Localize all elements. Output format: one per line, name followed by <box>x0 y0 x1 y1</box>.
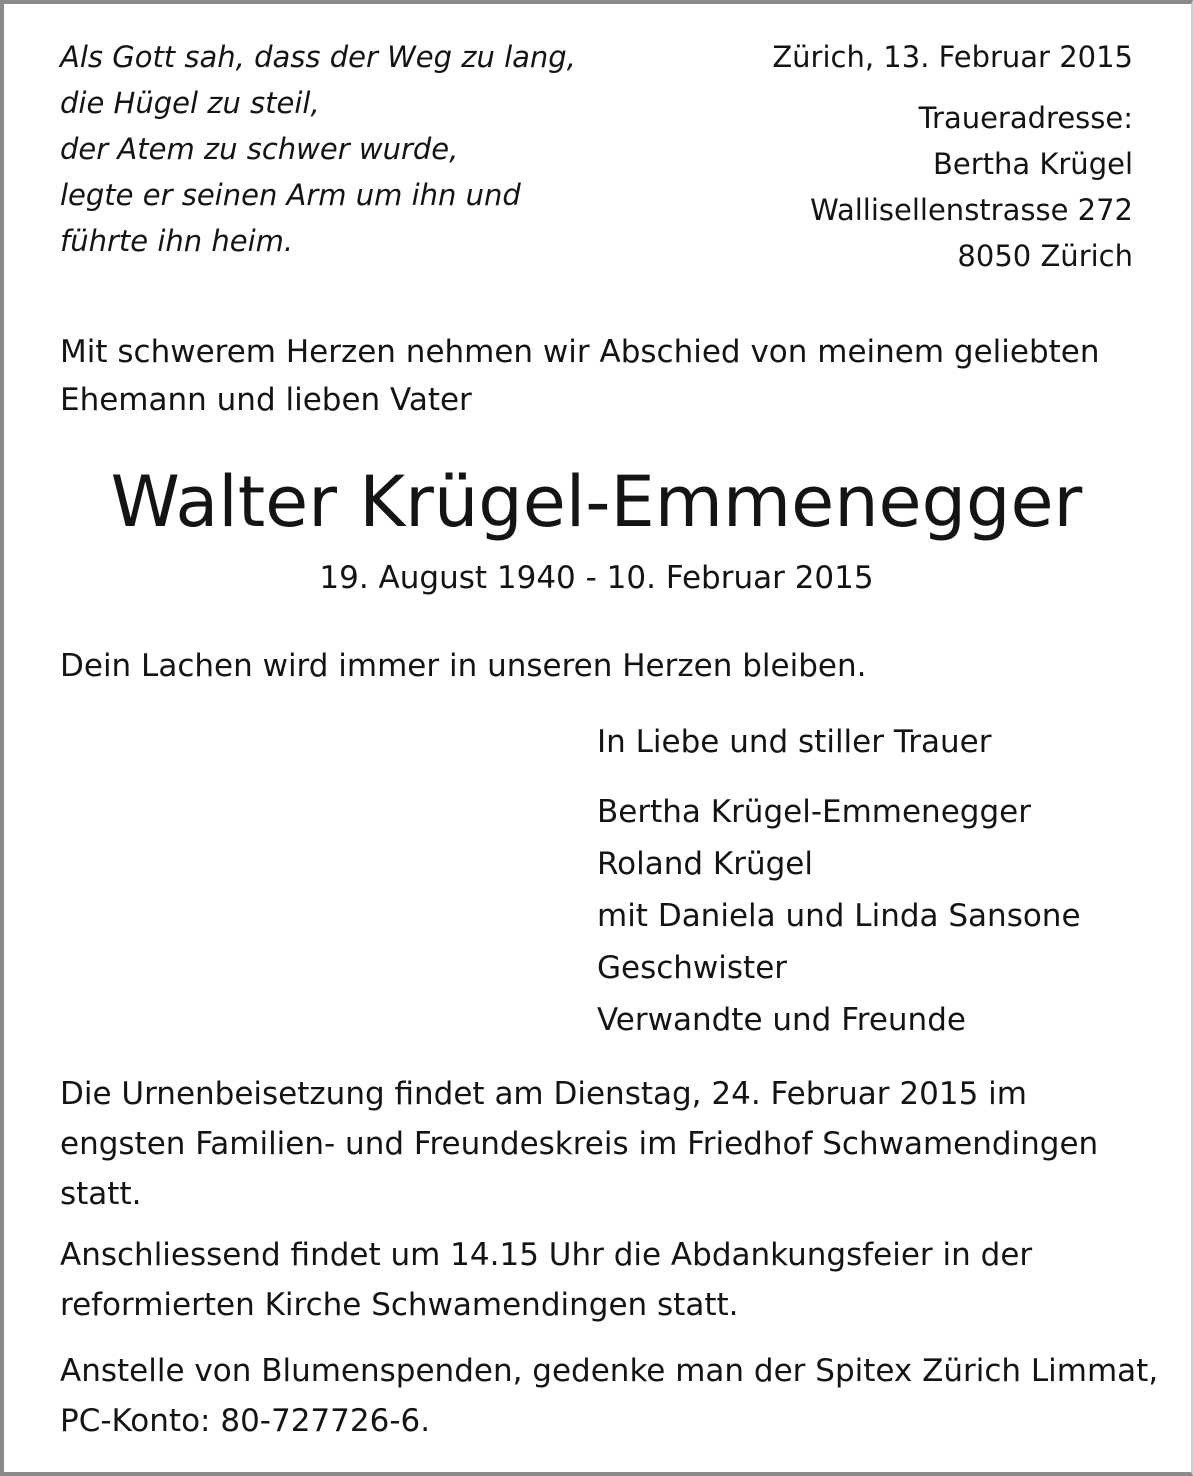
poem-line: der Atem zu schwer wurde, <box>60 132 459 166</box>
poem-line: Als Gott sah, dass der Weg zu lang, <box>60 40 576 74</box>
burial-info <box>60 1069 1150 1219</box>
mourners-list <box>597 786 1081 1046</box>
address-line: Bertha Krügel <box>932 147 1133 181</box>
ceremony-info <box>60 1230 1150 1330</box>
ceremony-line: Anschliessend findet um 14.15 Uhr die Abdankungsfeier in der <box>60 1237 1033 1273</box>
intro-line: Ehemann und lieben Vater <box>60 382 472 418</box>
mourner-item: Verwandte und Freunde <box>597 1002 966 1038</box>
memorial-quote: Dein Lachen wird immer in unseren Herzen bleiben. <box>60 648 867 684</box>
poem-line: führte ihn heim. <box>60 224 294 258</box>
donation-line: Anstelle von Blumenspenden, gedenke man der Spitex Zürich Limmat, <box>60 1353 1159 1389</box>
burial-line: engsten Familien- und Freundeskreis im Friedhof Schwamendingen <box>60 1126 1099 1162</box>
intro-line: Mit schwerem Herzen nehmen wir Abschied von meinem geliebten <box>60 334 1100 370</box>
signoff: In Liebe und stiller Trauer <box>597 724 992 760</box>
donation-line: PC-Konto: 80-727726-6. <box>60 1403 431 1439</box>
mourner-item: Roland Krügel <box>597 846 813 882</box>
burial-line: Die Urnenbeisetzung findet am Dienstag, 24. Februar 2015 im <box>60 1076 1027 1112</box>
deceased-name: Walter Krügel-Emmenegger <box>110 461 1083 543</box>
ceremony-line: reformierten Kirche Schwamendingen statt. <box>60 1287 739 1323</box>
poem-line: die Hügel zu steil, <box>60 86 320 120</box>
poem-line: legte er seinen Arm um ihn und <box>60 178 521 212</box>
address-label: Traueradresse: <box>918 101 1133 135</box>
life-dates: 19. August 1940 - 10. Februar 2015 <box>319 560 874 596</box>
intro-text <box>60 328 1140 424</box>
mourner-item: Bertha Krügel-Emmenegger <box>597 794 1031 830</box>
mourner-item: Geschwister <box>597 950 788 986</box>
mourner-item: mit Daniela und Linda Sansone <box>597 898 1081 934</box>
place-and-date: Zürich, 13. Februar 2015 <box>772 40 1133 74</box>
mourning-address <box>810 95 1133 279</box>
burial-line: statt. <box>60 1176 142 1212</box>
memorial-poem <box>60 34 576 264</box>
donation-info <box>60 1346 1159 1446</box>
address-line: 8050 Zürich <box>957 239 1133 273</box>
address-line: Wallisellenstrasse 272 <box>810 193 1133 227</box>
